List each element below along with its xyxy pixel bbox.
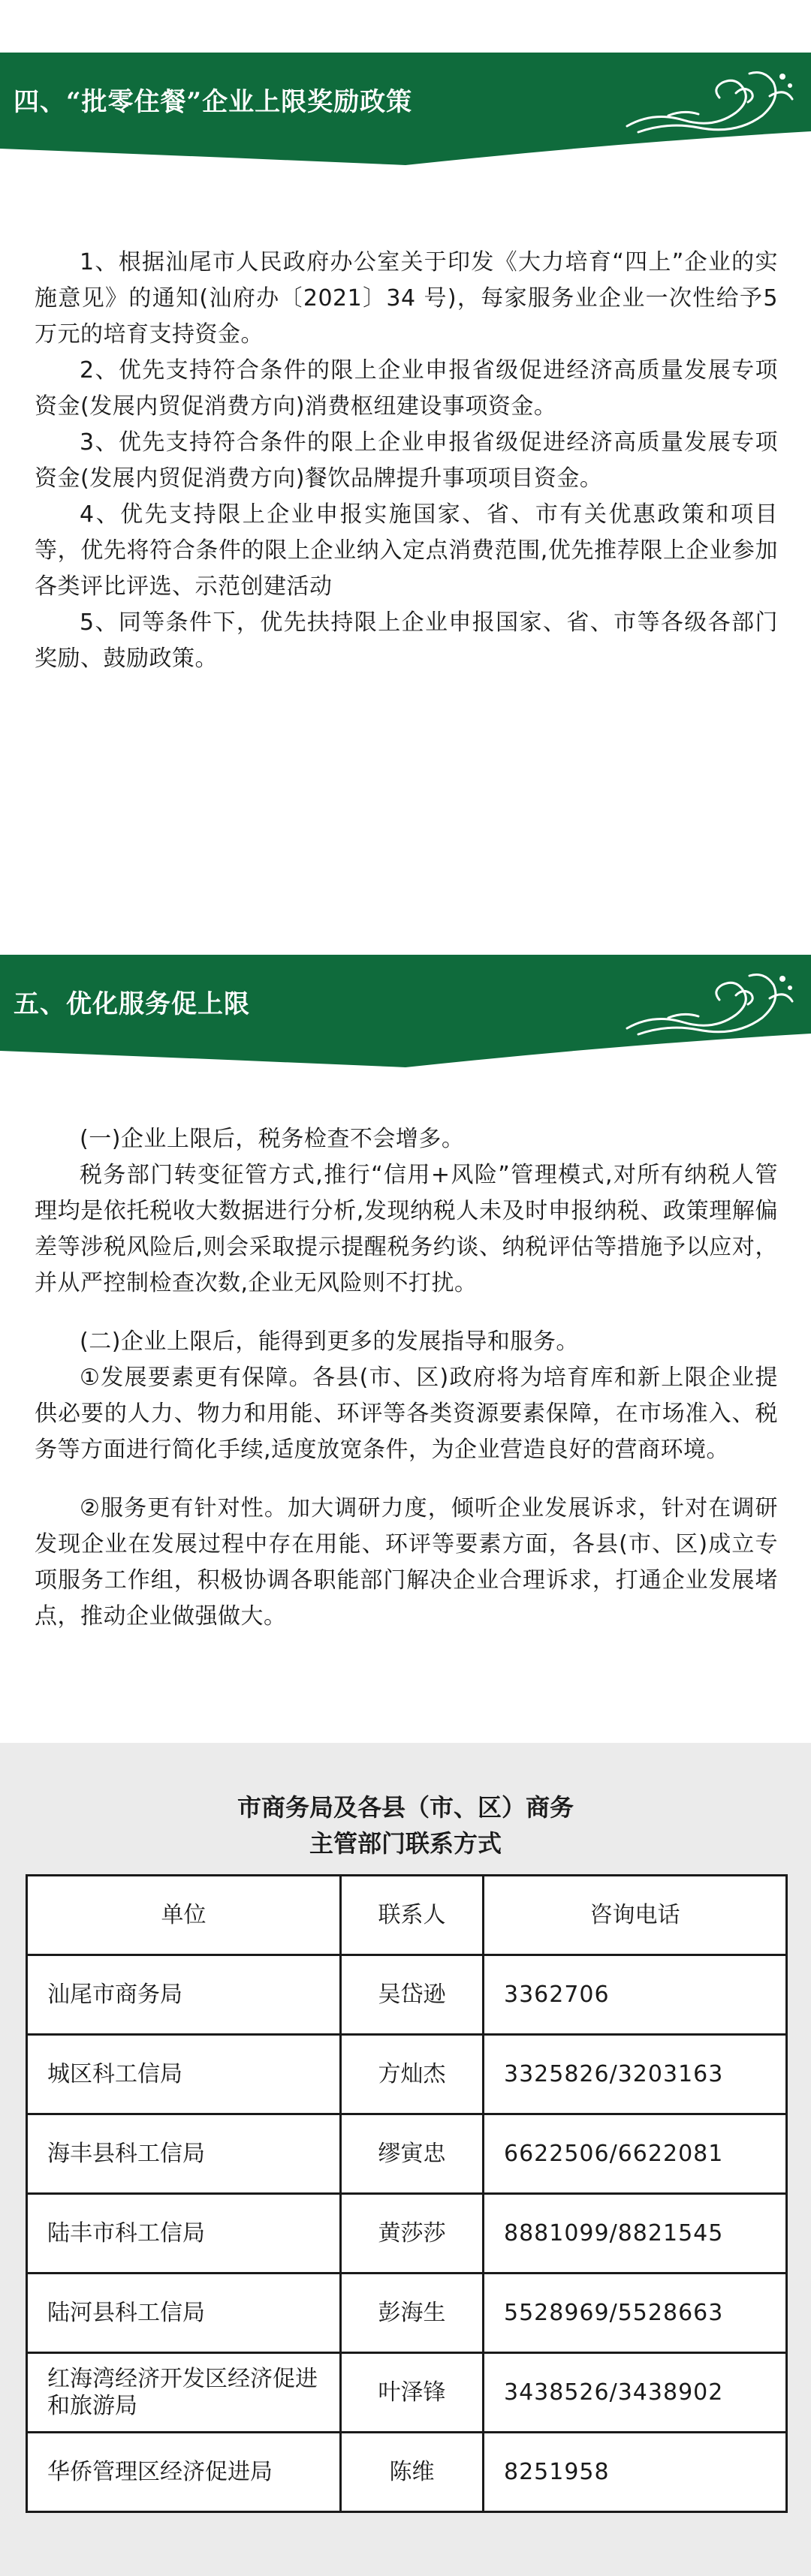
- section5-heading-2: (二)企业上限后，能得到更多的发展指导和服务。: [80, 1329, 579, 1355]
- header-unit: 单位: [27, 1876, 341, 1955]
- contacts-table: [26, 1874, 788, 2513]
- contact-cell: 黄莎莎: [341, 2194, 484, 2274]
- section5-heading-1: (一)企业上限后，税务检查不会增多。: [80, 1126, 465, 1152]
- table-row: [27, 2035, 787, 2114]
- section5-title: 五、优化服务促上限: [14, 989, 250, 1019]
- contacts-panel: [0, 1743, 811, 2576]
- section4-banner: [0, 53, 811, 165]
- unit-cell: 汕尾市商务局: [27, 1955, 341, 2035]
- contact-cell: 陈维: [341, 2433, 484, 2512]
- section5-paragraph-3: ②服务更有针对性。加大调研力度，倾听企业发展诉求，针对在调研发现企业在发展过程中存在用能、环评等要素方面，各县(市、区)成立专项服务工作组，积极协调各职能部门解决企业合理诉求，打通企业发展堵点，推动企业做强做大。: [35, 1495, 778, 1630]
- header-phone: 咨询电话: [484, 1876, 787, 1955]
- table-row: [27, 2353, 787, 2433]
- unit-cell: 陆河县科工信局: [27, 2274, 341, 2353]
- contact-cell: 方灿杰: [341, 2035, 484, 2114]
- wave-ornament-icon: [623, 968, 796, 1036]
- section4-paragraph-3: 3、优先支持符合条件的限上企业申报省级促进经济高质量发展专项资金(发展内贸促消费方向)餐饮品牌提升事项项目资金。: [35, 429, 778, 492]
- phone-cell: 8881099/8821545: [484, 2194, 787, 2274]
- table-row: [27, 2194, 787, 2274]
- section5-paragraph-1: 税务部门转变征管方式,推行“信用+风险”管理模式,对所有纳税人管理均是依托税收大数据进行分析,发现纳税人未及时申报纳税、政策理解偏差等涉税风险后,则会采取提示提醒税务约谈、纳税评估等措施予以应对，并从严控制检查次数,企业无风险则不打扰。: [35, 1162, 778, 1296]
- section5-body: [35, 1121, 778, 1635]
- contact-cell: 吴岱逊: [341, 1955, 484, 2035]
- contact-cell: 叶泽锋: [341, 2353, 484, 2433]
- table-header-row: [27, 1876, 787, 1955]
- section5-paragraph-2: ①发展要素更有保障。各县(市、区)政府将为培育库和新上限企业提供必要的人力、物力和用能、环评等各类资源要素保障，在市场准入、税务等方面进行简化手续,适度放宽条件，为企业营造良好的营商环境。: [35, 1365, 778, 1463]
- section4-paragraph-1: 1、根据汕尾市人民政府办公室关于印发《大力培育“四上”企业的实施意见》的通知(汕府办〔2021〕34 号)，每家服务业企业一次性给予5万元的培育支持资金。: [35, 249, 778, 348]
- phone-cell: 3325826/3203163: [484, 2035, 787, 2114]
- wave-ornament-icon: [623, 66, 796, 134]
- unit-cell: 陆丰市科工信局: [27, 2194, 341, 2274]
- table-row: [27, 2433, 787, 2512]
- contact-cell: 缪寅忠: [341, 2114, 484, 2194]
- phone-cell: 3438526/3438902: [484, 2353, 787, 2433]
- phone-cell: 6622506/6622081: [484, 2114, 787, 2194]
- header-contact: 联系人: [341, 1876, 484, 1955]
- unit-cell: 海丰县科工信局: [27, 2114, 341, 2194]
- contacts-title-line1: 市商务局及各县（市、区）商务: [237, 1793, 574, 1822]
- contacts-title: [0, 1789, 811, 1861]
- section4-paragraph-2: 2、优先支持符合条件的限上企业申报省级促进经济高质量发展专项资金(发展内贸促消费方向)消费枢纽建设事项资金。: [35, 357, 778, 420]
- phone-cell: 8251958: [484, 2433, 787, 2512]
- phone-cell: 5528969/5528663: [484, 2274, 787, 2353]
- section4-body: [35, 245, 778, 677]
- unit-cell: 红海湾经济开发区经济促进和旅游局: [27, 2353, 341, 2433]
- section4-paragraph-4: 4、优先支持限上企业申报实施国家、省、市有关优惠政策和项目等，优先将符合条件的限上企业纳入定点消费范围,优先推荐限上企业参加各类评比评选、示范创建活动: [35, 501, 778, 600]
- unit-cell: 华侨管理区经济促进局: [27, 2433, 341, 2512]
- table-row: [27, 1955, 787, 2035]
- phone-cell: 3362706: [484, 1955, 787, 2035]
- table-row: [27, 2274, 787, 2353]
- section4-title: 四、“批零住餐”企业上限奖励政策: [14, 87, 413, 117]
- contact-cell: 彭海生: [341, 2274, 484, 2353]
- section5-banner: [0, 955, 811, 1067]
- section4-paragraph-5: 5、同等条件下，优先扶持限上企业申报国家、省、市等各级各部门奖励、鼓励政策。: [35, 609, 778, 672]
- contacts-title-line2: 主管部门联系方式: [309, 1829, 502, 1858]
- unit-cell: 城区科工信局: [27, 2035, 341, 2114]
- table-row: [27, 2114, 787, 2194]
